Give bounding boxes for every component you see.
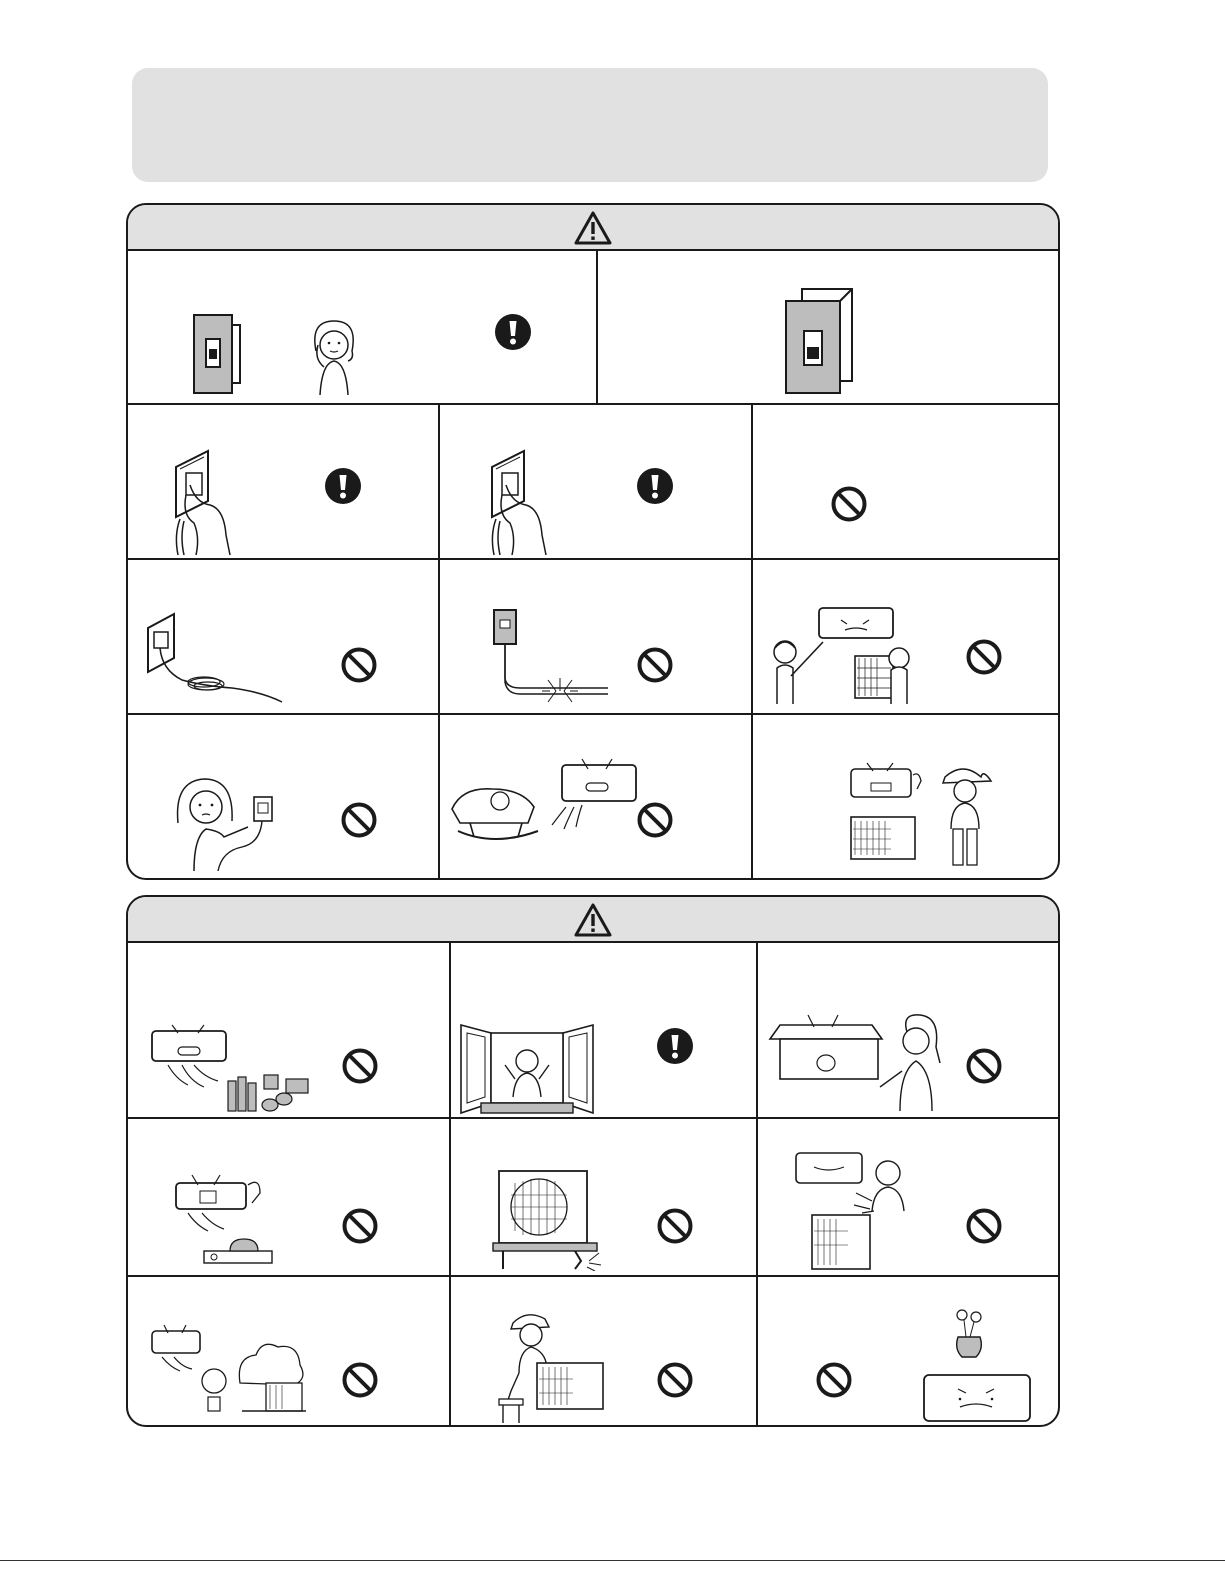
person-touching-plug-illustration [172,767,282,871]
cell-plants-airflow [128,1277,449,1427]
section-header [128,205,1058,251]
exclamation-mark-icon [636,467,674,505]
cell-children-poking [753,560,1060,713]
cell-person-plug [128,715,438,880]
prohibition-icon [965,638,1003,676]
ac-and-plants-illustration [148,1323,308,1415]
cell-damaged-cord [440,560,751,713]
cell-food-airflow [128,943,449,1117]
prohibition-icon [341,1047,379,1085]
person-and-units-illustration [847,759,997,867]
prohibition-icon [340,801,378,839]
person-spraying-unit-illustration [792,1149,912,1273]
hand-on-plug-illustration [482,445,560,557]
exclamation-mark-icon [324,467,362,505]
exclamation-mark-icon [656,1027,694,1065]
exclamation-mark-icon [494,313,532,351]
prohibition-icon [965,1207,1003,1245]
cell-vase-on-unit [758,1277,1060,1427]
prohibition-icon [341,1361,379,1399]
footer-line [0,1560,1225,1561]
prohibition-icon [830,485,868,523]
prohibition-icon [636,801,674,839]
prohibition-icon [965,1047,1003,1085]
warning-triangle-icon [574,903,612,937]
cell-plug-hand-2 [440,405,751,558]
cell-child-climbing-unit [451,1277,756,1427]
circuit-breaker-icon [192,311,242,395]
hand-on-plug-illustration [166,445,244,557]
open-window-illustration [457,1021,597,1117]
cell-plug-hand-1 [128,405,438,558]
prohibition-icon [636,646,674,684]
ac-over-food-illustration [148,1023,310,1115]
cell-washing-unit [758,1119,1060,1275]
person-with-ac-illustration [768,1011,944,1111]
cell-person-cleaning-unit [758,943,1060,1117]
cell-breaker-phone [128,251,596,403]
circuit-breaker-icon [784,287,856,395]
prohibition-icon [340,646,378,684]
prohibition-icon [815,1361,853,1399]
title-band [132,68,1048,182]
children-with-unit-illustration [761,606,921,710]
cell-coiled-cord [128,560,438,713]
cell-person-units [753,715,1060,880]
cell-unit-broken-stand [451,1119,756,1275]
prohibition-icon [656,1207,694,1245]
section-header [128,897,1058,943]
unit-on-broken-stand-illustration [491,1167,611,1271]
baby-cradle-ac-illustration [448,755,638,851]
vase-on-unit-illustration [922,1307,1034,1425]
cell-prohibited-1 [753,405,1060,558]
coiled-cord-illustration [142,604,284,706]
cell-breaker [598,251,1060,403]
cell-open-window [451,943,756,1117]
child-climbing-unit-illustration [497,1307,617,1425]
upper-safety-section [126,203,1060,880]
warning-triangle-icon [574,211,612,245]
prohibition-icon [341,1207,379,1245]
damaged-cord-illustration [490,608,610,708]
cell-baby-airflow [440,715,751,880]
cell-stove-airflow [128,1119,449,1275]
ac-over-stove-illustration [168,1163,278,1267]
prohibition-icon [656,1361,694,1399]
person-on-phone-illustration [304,315,364,397]
lower-safety-section [126,895,1060,1427]
